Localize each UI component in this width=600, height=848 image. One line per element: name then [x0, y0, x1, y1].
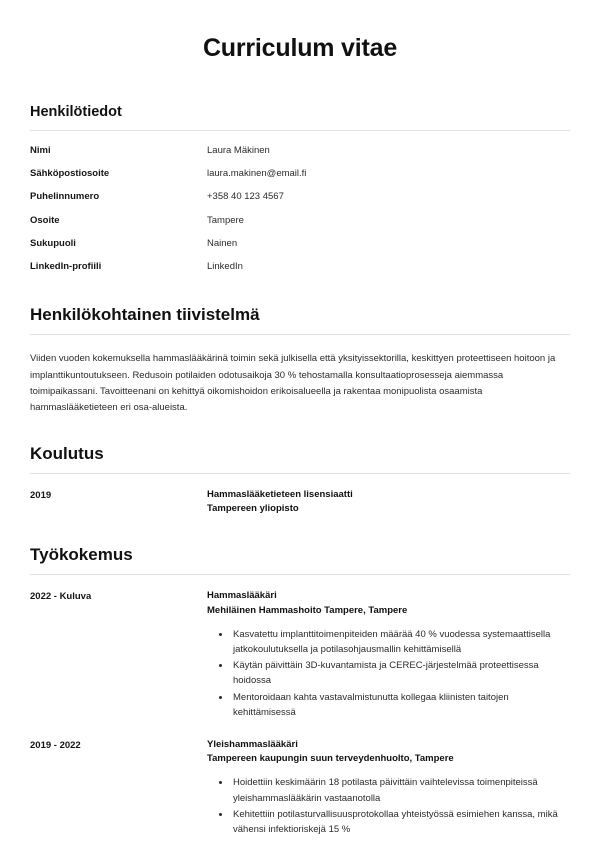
education-entries — [30, 488, 570, 517]
personal-label-email: Sähköpostiosoite — [30, 168, 110, 180]
summary-paragraph: Viiden vuoden kokemuksella hammaslääkärinä toimin sekä julkisella että yksityissektorilla, keskittyen proteettiseen hoitoon ja implanttikuntoutukseen. Redusoin potilaiden odotusaikoja 30 % tehostamalla konsultaatioprosesseja aiemmassa toimipaikassani. Tavoitteenani on kehittyä oikomishoidon erikoisalueella ja rakentaa monipuolista osaamista hammaslääketieteen eri osa-alueista. — [30, 353, 556, 414]
personal-label-linkedin: LinkedIn-profiili — [30, 261, 102, 273]
personal-label-phone: Puhelinnumero — [30, 191, 100, 203]
section-heading-summary: Henkilökohtainen tiivistelmä — [30, 304, 570, 335]
personal-value-address: Tampere — [207, 214, 244, 226]
list-item: • Kehitettiin potilasturvallisuusprotokollaa yhteistyössä esimiehen kanssa, mikä vähensi infektioriskejä 15 % — [231, 807, 570, 837]
experience-bullets-1 — [207, 627, 570, 720]
education-institution: Tampereen yliopisto — [207, 502, 299, 514]
section-heading-experience: Työkokemus — [30, 544, 570, 575]
personal-value-email: laura.makinen@email.fi — [207, 168, 307, 180]
section-personal-summary — [30, 304, 570, 416]
page-title: Curriculum vitae — [202, 34, 398, 62]
section-work-experience — [30, 544, 570, 838]
experience-role-2: Yleishammaslääkäri — [207, 738, 298, 750]
list-item: • Käytän päivittäin 3D-kuvantamista ja CEREC-järjestelmää proteettisessa hoidossa — [231, 658, 570, 688]
experience-period-2: 2019 - 2022 — [30, 739, 81, 751]
table-row — [30, 191, 570, 204]
personal-details-table — [30, 145, 570, 274]
table-row — [30, 261, 570, 274]
table-row — [30, 238, 570, 251]
section-education — [30, 443, 570, 517]
education-degree: Hammaslääketieteen lisensiaatti — [207, 488, 353, 500]
list-item — [30, 589, 570, 721]
table-row — [30, 215, 570, 228]
education-details — [207, 488, 570, 517]
personal-value-name: Laura Mäkinen — [207, 144, 270, 156]
section-heading-personal-details: Henkilötiedot — [30, 103, 570, 131]
list-item: • Kasvatettu implanttitoimenpiteiden määrää 40 % vuodessa systemaattisella jatkokoulutuksella ja potilasohjausmallin kehittämisellä — [231, 627, 570, 657]
experience-entries — [30, 589, 570, 838]
personal-value-linkedin: LinkedIn — [207, 261, 243, 273]
experience-org-1: Mehiläinen Hammashoito Tampere, Tampere — [207, 604, 408, 616]
experience-role-1: Hammaslääkäri — [207, 590, 277, 602]
table-row — [30, 168, 570, 181]
personal-value-phone: +358 40 123 4567 — [207, 191, 284, 203]
list-item: • Mentoroidaan kahta vastavalmistunutta kollegaa kliinisten taitojen kehittämisessä — [231, 690, 570, 720]
list-item — [30, 488, 570, 517]
list-item — [30, 738, 570, 838]
experience-details-1 — [207, 589, 570, 721]
personal-label-address: Osoite — [30, 214, 60, 226]
personal-label-name: Nimi — [30, 144, 51, 156]
experience-org-2: Tampereen kaupungin suun terveydenhuolto, Tampere — [207, 753, 454, 765]
personal-value-gender: Nainen — [207, 238, 238, 250]
section-personal-details — [30, 103, 570, 274]
experience-period-1: 2022 - Kuluva — [30, 591, 92, 603]
personal-label-gender: Sukupuoli — [30, 238, 76, 250]
list-item: • Hoidettiin keskimäärin 18 potilasta päivittäin vaihtelevissa toimenpiteissä yleishammaslääkärin vastaanotolla — [231, 775, 570, 805]
table-row — [30, 145, 570, 158]
experience-details-2 — [207, 738, 570, 838]
experience-bullets-2 — [207, 775, 570, 837]
section-heading-education: Koulutus — [30, 443, 570, 474]
education-period: 2019 — [30, 489, 52, 501]
